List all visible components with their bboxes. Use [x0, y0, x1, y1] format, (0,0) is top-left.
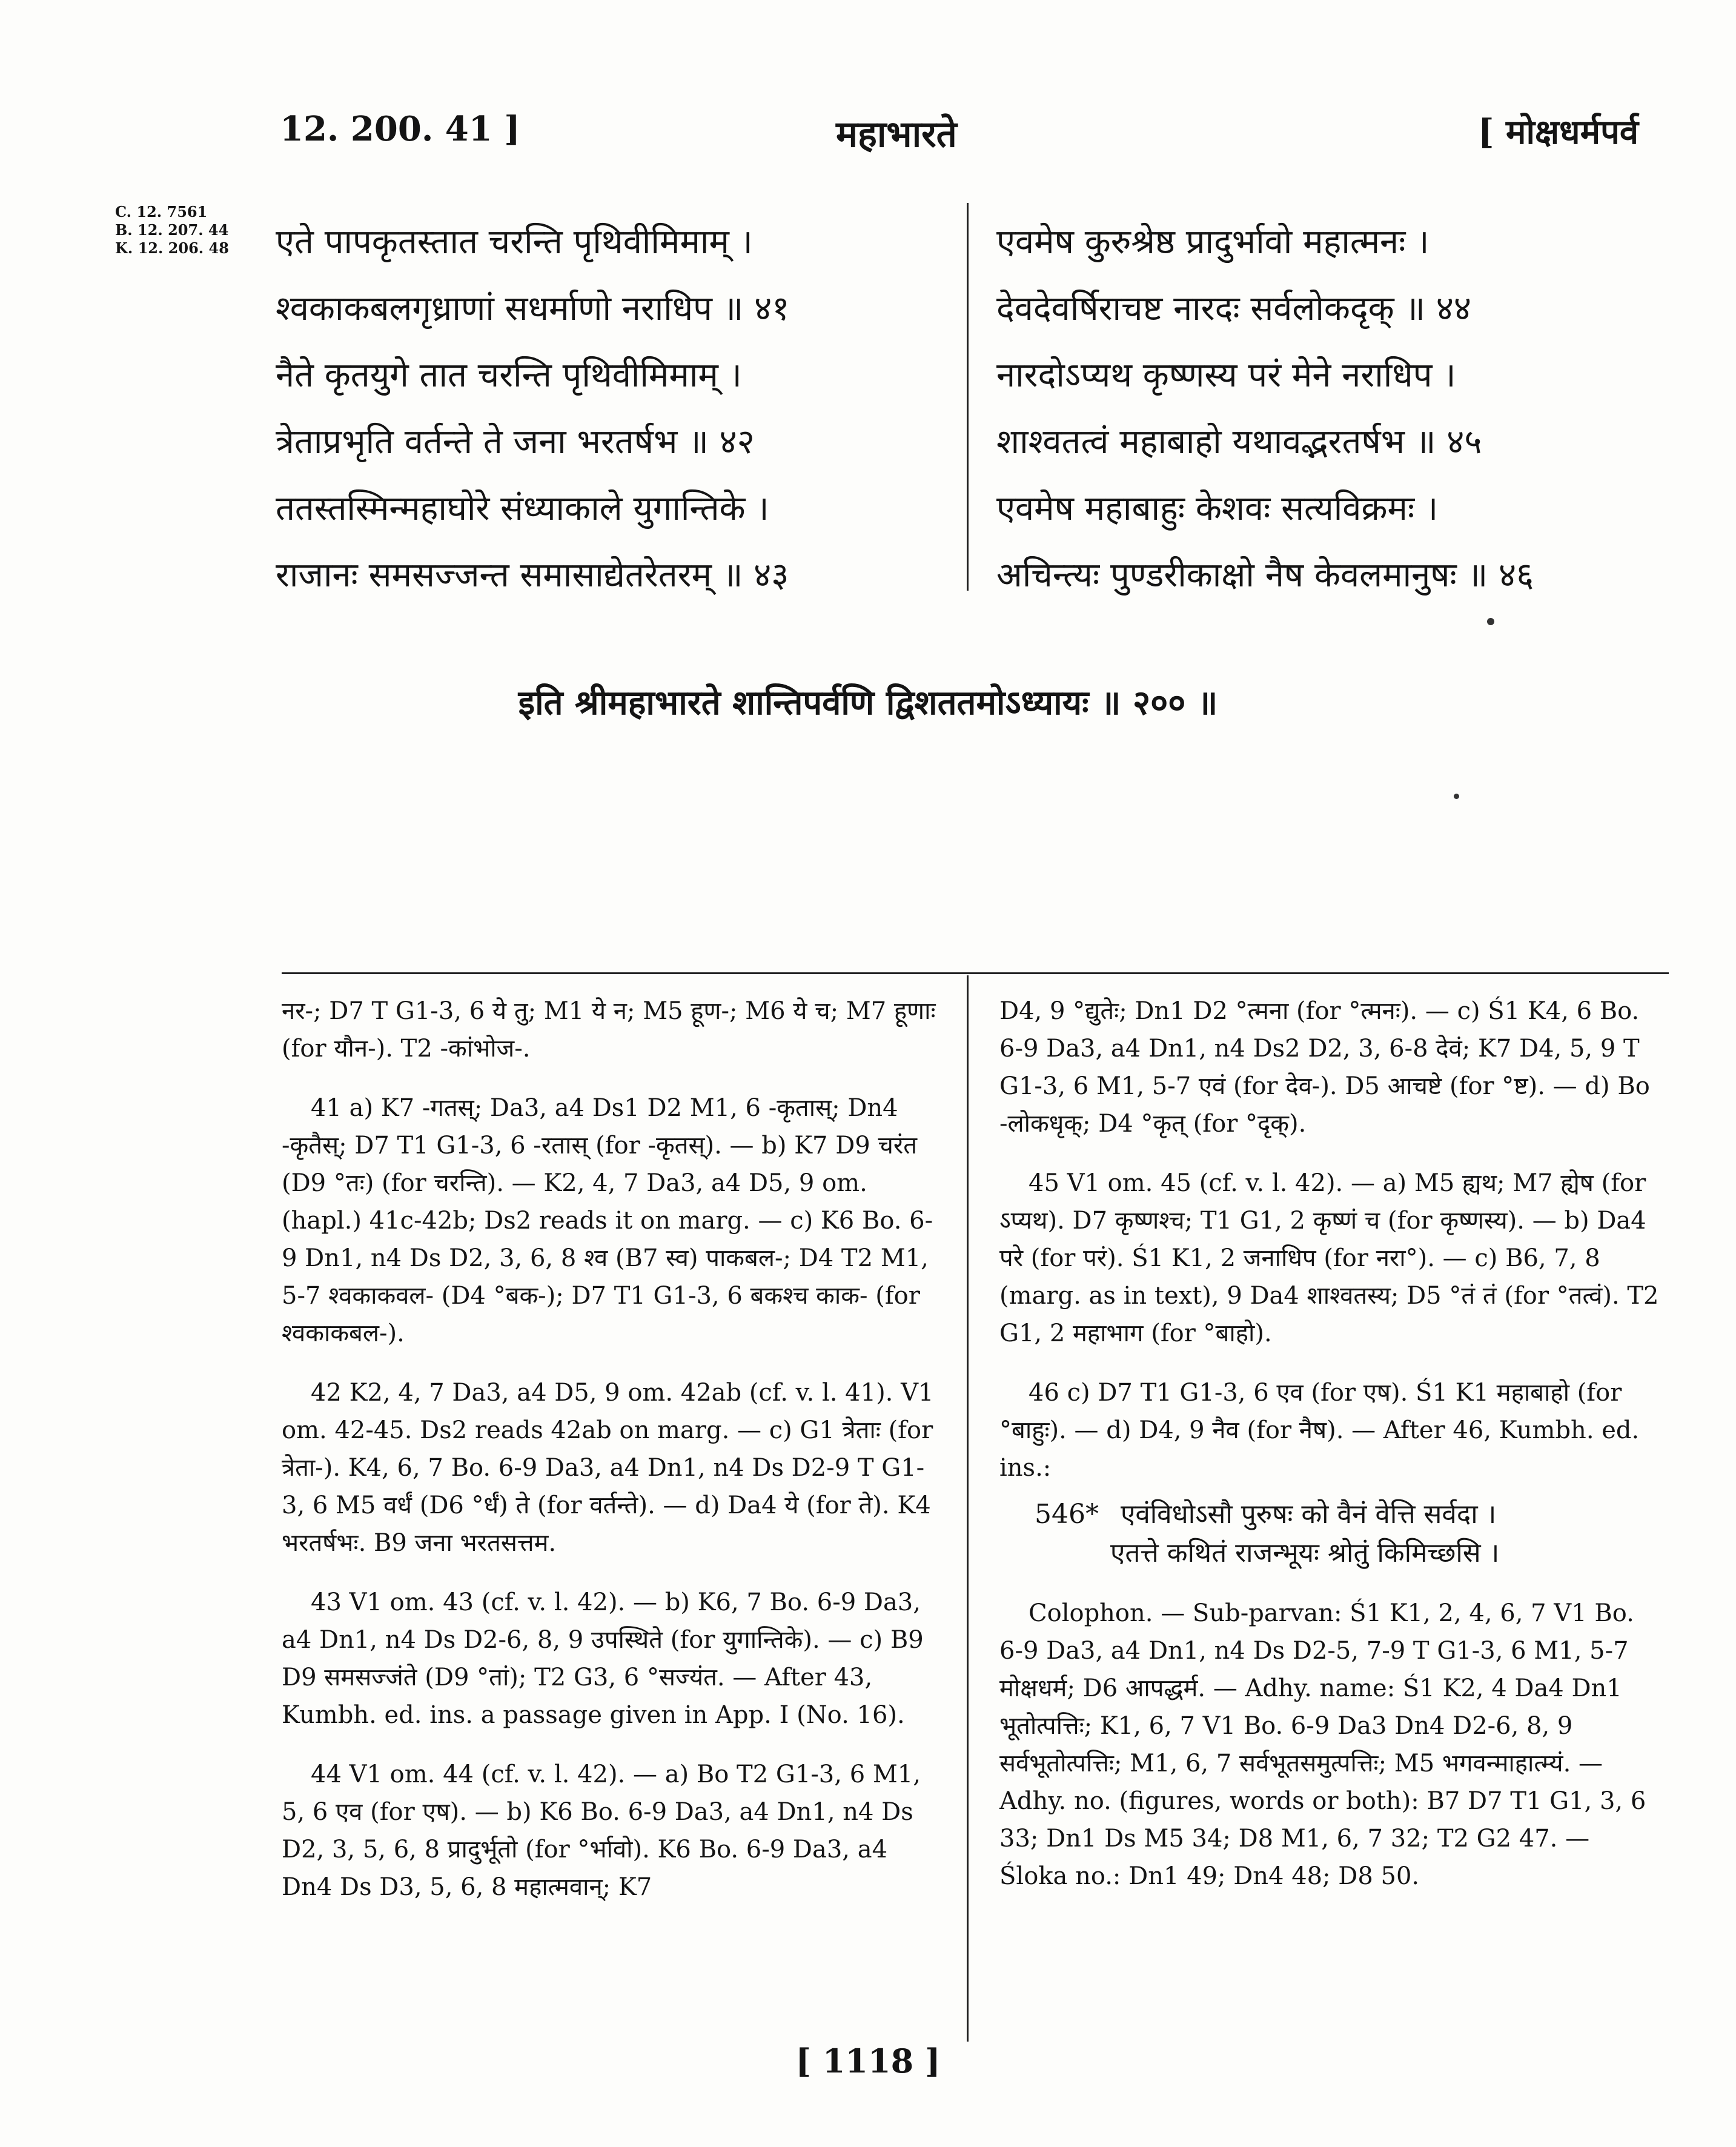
inserted-passage	[1035, 1495, 1660, 1573]
concordance-ref: K. 12. 206. 48	[115, 239, 229, 257]
note-paragraph: 43 V1 om. 43 (cf. v. l. 42). — b) K6, 7 Bo. 6-9 Da3, a4 Dn1, n4 Ds D2-6, 8, 9 उपस्थिते (for युगान्तिके). — c) B9 D9 समसज्जंते (D9 °तां); T2 G3, 6 °सज्यंत. — After 43, Kumbh. ed. ins. a passage given in App. I (No. 16).	[282, 1588, 924, 1729]
print-speck	[1487, 618, 1494, 625]
note-paragraph: 41 a) K7 -गतस्; Da3, a4 Ds1 D2 M1, 6 -कृतास्; Dn4 -कृतैस्; D7 T1 G1-3, 6 -रतास् (for -कृतस्). — b) K7 D9 चरंत (D9 °तः) (for चरन्ति). — K2, 4, 7 Da3, a4 D5, 9 om. (hapl.) 41c-42b; Ds2 reads it on marg. — c) K6 Bo. 6-9 Dn1, n4 Ds D2, 3, 6, 8 श्व (B7 स्व) पाकबल-; D4 T2 M1, 5-7 श्वकाकवल- (D4 °बक-); D7 T1 G1-3, 6 बकश्च काक- (for श्वकाकबल-).	[282, 1094, 933, 1347]
concordance	[115, 203, 229, 257]
verse-line: राजानः समसज्जन्त समासाद्येतरेतरम् ॥ ४३	[276, 556, 789, 595]
verse-line: नैते कृतयुगे तात चरन्ति पृथिवीमिमाम् ।	[276, 356, 742, 395]
page-number: [ 1118 ]	[795, 2042, 941, 2080]
note-paragraph: D4, 9 °द्युतेः; Dn1 D2 °त्मना (for °त्मनः). — c) Ś1 K4, 6 Bo. 6-9 Da3, a4 Dn1, n4 Ds2 D2, 3, 6-8 देवं; K7 D4, 5, 9 T G1-3, 6 M1, 5-7 एवं (for देव-). D5 आचष्टे (for °ष्ट). — d) Bo -लोकधृक्; D4 °कृत् (for °दृक्).	[999, 997, 1650, 1138]
verse-line: देवदेवर्षिराचष्ट नारदः सर्वलोकदृक् ॥ ४४	[996, 289, 1472, 328]
apparatus-rule	[282, 972, 1669, 974]
apparatus-column-divider	[967, 975, 969, 2042]
verse-line: एते पापकृतस्तात चरन्ति पृथिवीमिमाम् ।	[276, 222, 753, 262]
colophon-note: Colophon. — Sub-parvan: Ś1 K1, 2, 4, 6, 7 V1 Bo. 6-9 Da3, a4 Dn1, n4 Ds D2-5, 7-9 T G1-3, 6 M1, 5-7 मोक्षधर्म; D6 आपद्धर्म. — Adhy. name: Ś1 K2, 4 Da4 Dn1 भूतोत्पत्तिः; K1, 6, 7 V1 Bo. 6-9 Da3 Dn4 D2-6, 8, 9 सर्वभूतोत्पत्तिः; M1, 6, 7 सर्वभूतसमुत्पत्तिः; M5 भगवन्माहात्म्यं. — Adhy. no. (figures, words or both): B7 D7 T1 G1, 3, 6 33; Dn1 Ds M5 34; D8 M1, 6, 7 32; T2 G2 47. — Śloka no.: Dn1 49; Dn4 48; D8 50.	[999, 1599, 1646, 1890]
concordance-ref: C. 12. 7561	[115, 203, 208, 221]
passage-number: 546*	[1035, 1499, 1099, 1530]
adhyaya-colophon: इति श्रीमहाभारते शान्तिपर्वणि द्विशततमोऽध्यायः ॥ २०० ॥	[518, 683, 1218, 723]
critical-notes-left	[282, 992, 936, 1928]
verse-line: अचिन्त्यः पुण्डरीकाक्षो नैष केवलमानुषः ॥ ४६	[996, 556, 1534, 595]
note-paragraph: 42 K2, 4, 7 Da3, a4 D5, 9 om. 42ab (cf. v. l. 41). V1 om. 42-45. Ds2 reads 42ab on marg. — c) G1 त्रेताः (for त्रेता-). K4, 6, 7 Bo. 6-9 Da3, a4 Dn1, n4 Ds D2-9 T G1-3, 6 M5 वर्धं (D6 °र्धं) ते (for वर्तन्ते). — d) Da4 ये (for ते). K4 भरतर्षभः. B9 जना भरतसत्तम.	[282, 1379, 934, 1557]
verse-column-divider	[967, 203, 969, 591]
verse-line: एवमेष कुरुश्रेष्ठ प्रादुर्भावो महात्मनः ।	[996, 222, 1430, 262]
print-speck	[1454, 794, 1459, 799]
verses-right-column	[996, 209, 1534, 609]
note-paragraph: 45 V1 om. 45 (cf. v. l. 42). — a) M5 ह्यथ; M7 ह्येष (for ऽप्यथ). D7 कृष्णश्च; T1 G1, 2 कृष्णं च (for कृष्णस्य). — b) Da4 परे (for परं). Ś1 K1, 2 जनाधिप (for नरा°). — c) B6, 7, 8 (marg. as in text), 9 Da4 शाश्वतस्य; D5 °तं तं (for °तत्वं). T2 G1, 2 महाभाग (for °बाहो).	[999, 1169, 1659, 1347]
note-paragraph: 46 c) D7 T1 G1-3, 6 एव (for एष). Ś1 K1 महाबाहो (for °बाहुः). — d) D4, 9 नैव (for नैष). — After 46, Kumbh. ed. ins.:	[999, 1379, 1640, 1482]
verse-line: ततस्तस्मिन्महाघोरे संध्याकाले युगान्तिके ।	[276, 489, 769, 528]
verse-line: श्वकाकबलगृध्राणां सधर्माणो नराधिप ॥ ४१	[276, 289, 790, 328]
verse-line: एवमेष महाबाहुः केशवः सत्यविक्रमः ।	[996, 489, 1439, 528]
verse-line: त्रेताप्रभृति वर्तन्ते ते जना भरतर्षभ ॥ ४२	[276, 422, 755, 462]
note-paragraph: 44 V1 om. 44 (cf. v. l. 42). — a) Bo T2 G1-3, 6 M1, 5, 6 एव (for एष). — b) K6 Bo. 6-9 Da3, a4 Dn1, n4 Ds D2, 3, 5, 6, 8 प्रादुर्भूतो (for °र्भावो). K6 Bo. 6-9 Da3, a4 Dn4 Ds D3, 5, 6, 8 महात्मवान्; K7	[282, 1760, 921, 1901]
parvan-title: [ मोक्षधर्मपर्व	[1478, 112, 1639, 152]
verses-left-column	[276, 209, 789, 609]
page-reference: 12. 200. 41 ]	[280, 109, 520, 149]
critical-notes-right	[999, 992, 1660, 1917]
passage-line: एवंविधोऽसौ पुरुषः को वैनं वेत्ति सर्वदा ।	[1120, 1499, 1497, 1530]
note-paragraph: नर-; D7 T G1-3, 6 ये तु; M1 ये न; M5 हूण-; M6 ये च; M7 हूणाः (for यौन-). T2 -कांभोज-.	[282, 997, 936, 1063]
concordance-ref: B. 12. 207. 44	[115, 221, 229, 239]
passage-line: एतत्ते कथितं राजन्भूयः श्रोतुं किमिच्छसि ।	[1110, 1538, 1500, 1568]
running-title: महाभारते	[836, 113, 957, 156]
verse-line: शाश्वतत्वं महाबाहो यथावद्भरतर्षभ ॥ ४५	[996, 422, 1482, 462]
verse-line: नारदोऽप्यथ कृष्णस्य परं मेने नराधिप ।	[996, 356, 1456, 395]
